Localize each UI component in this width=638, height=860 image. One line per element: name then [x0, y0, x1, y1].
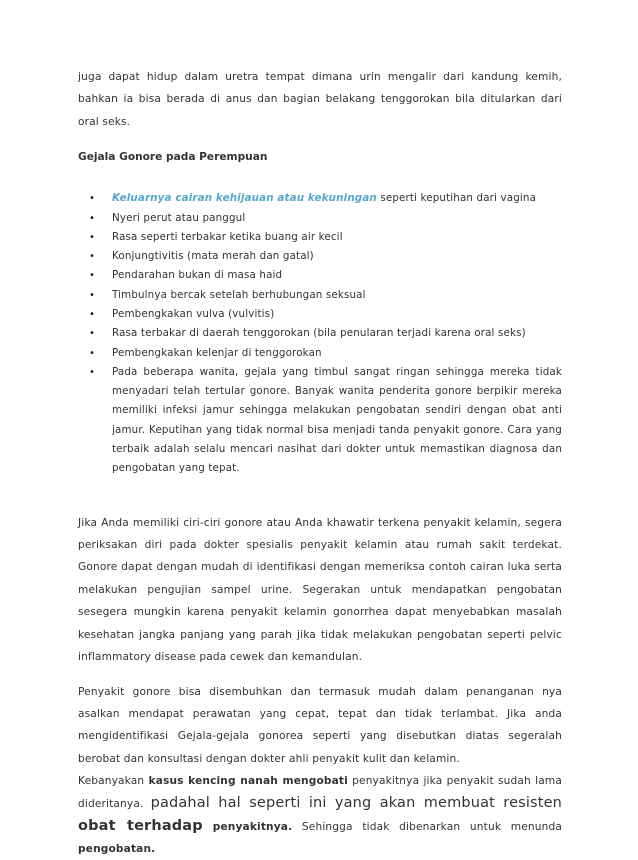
list-item-text: Pada beberapa wanita, gejala yang timbul sangat ringan sehingga mereka tidak menyadari telah tertular gonore. Banyak wanita penderita gonore berpikir mereka memiliki infeksi jamur sehingga melakukan pengobatan sendiri dengan obat anti jamur. Keputihan yang tidak normal bisa menjadi tanda penyakit gonore. Cara yang terbaik adalah selalu mencari nasihat dari dokter untuk memastikan diagnosa dan pengobatan yang tepat.: [112, 365, 562, 475]
closing-large-text: padahal hal seperti ini yang akan membuat resisten: [150, 795, 562, 812]
list-item: [78, 266, 562, 285]
list-item: [78, 247, 562, 266]
list-item-text: Konjungtivitis (mata merah dan gatal): [112, 250, 314, 263]
list-item: [78, 305, 562, 324]
list-item-text: Rasa seperti terbakar ketika buang air kecil: [112, 230, 343, 243]
list-item-text: Timbulnya bercak setelah berhubungan seksual: [112, 288, 366, 301]
intro-paragraph: juga dapat hidup dalam uretra tempat dimana urin mengalir dari kandung kemih, bahkan ia bisa berada di anus dan bagian belakang tenggorokan bila ditularkan dari oral seks.: [78, 71, 562, 128]
list-item: [78, 324, 562, 343]
bullet-icon: •: [89, 212, 96, 224]
bullet-icon: •: [89, 328, 96, 340]
closing-text-2: penyakitnya jika penyakit sudah lama dideritanya.: [78, 775, 562, 811]
document-page: [78, 66, 562, 860]
bullet-icon: •: [89, 270, 96, 282]
symptom-list: [78, 189, 562, 478]
bullet-icon: •: [89, 231, 96, 243]
list-item-text: Pendarahan bukan di masa haid: [112, 269, 283, 282]
bullet-icon: •: [89, 347, 96, 359]
advice-paragraph: Jika Anda memiliki ciri-ciri gonore atau Anda khawatir terkena penyakit kelamin, segera periksakan diri pada dokter spesialis penyakit kelamin atau rumah sakit terdekat. Gonore dapat dengan mudah di identifikasi dengan memeriksa contoh cairan luka serta melakukan pengujian sampel urine. Segerakan untuk mendapatkan pengobatan sesegera mungkin karena penyakit kelamin gonorrhea dapat menyebabkan masalah kesehatan jangka panjang yang parah jika tidak melakukan pengobatan seperti pelvic inflammatory disease pada cewek dan kemandulan.: [78, 516, 562, 664]
closing-paragraph: [78, 770, 562, 860]
list-item: [78, 344, 562, 363]
bullet-icon: •: [89, 309, 96, 320]
closing-bold-2: penyakitnya.: [202, 821, 293, 834]
section-heading: Gejala Gonore pada Perempuan: [78, 151, 268, 164]
closing-bold-1: kasus kencing nanah mengobati: [148, 775, 348, 788]
closing-text-1: Kebanyakan: [78, 775, 149, 788]
list-item: [78, 209, 562, 228]
closing-bold-3: pengobatan.: [78, 843, 156, 856]
list-item-text: Rasa terbakar di daerah tenggorokan (bila penularan terjadi karena oral seks): [112, 327, 526, 340]
list-item: [78, 286, 562, 305]
highlight-link-text[interactable]: Keluarnya cairan kehijauan atau kekuningan: [112, 192, 377, 205]
bullet-icon: •: [89, 193, 96, 205]
list-item-text: Pembengkakan vulva (vulvitis): [112, 308, 275, 320]
list-item: [78, 228, 562, 247]
list-item: [78, 189, 562, 208]
list-item-text: Pembengkakan kelenjar di tenggorokan: [112, 346, 322, 359]
list-item-text: seperti keputihan dari vagina: [376, 192, 537, 205]
closing-large-bold: obat terhadap: [78, 818, 203, 835]
treatment-paragraph: Penyakit gonore bisa disembuhkan dan termasuk mudah dalam penanganan nya asalkan mendapat perawatan yang cepat, tepat dan tidak terlambat. Jika anda mengidentifikasi Gejala-gejala gonorea seperti yang disebutkan diatas segeralah berobat dan konsultasi dengan dokter ahli penyakit kulit dan kelamin.: [78, 685, 562, 765]
list-item-text: Nyeri perut atau panggul: [112, 211, 246, 224]
closing-text-3: Sehingga tidak dibenarkan untuk menunda: [292, 821, 563, 834]
bullet-icon: •: [89, 251, 96, 263]
bullet-icon: •: [89, 366, 96, 378]
bullet-icon: •: [89, 289, 96, 301]
list-item: [78, 363, 562, 479]
